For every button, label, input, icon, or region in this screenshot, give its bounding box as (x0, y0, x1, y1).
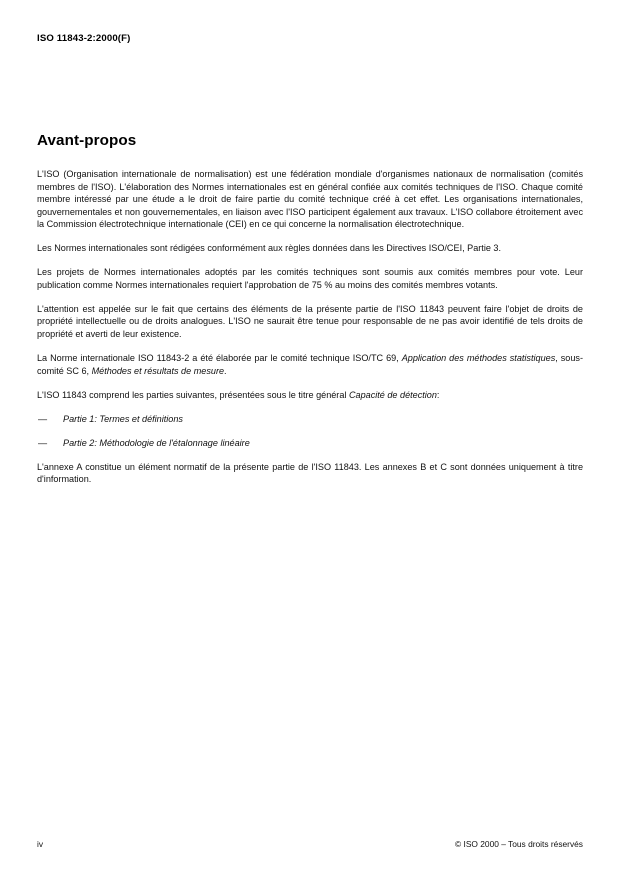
parts-list (37, 413, 583, 450)
paragraph-committee (37, 352, 583, 377)
parts-intro-lead: L'ISO 11843 comprend les parties suivantes, présentées sous le titre général (37, 389, 349, 400)
paragraph-voting: Les projets de Normes internationales adoptés par les comités techniques sont soumis aux comités membres pour vote. Leur publication comme Normes internationales requiert l'approbation de 75 % au moins des comités membres votants. (37, 267, 583, 290)
list-item (37, 413, 583, 426)
paragraph-patent-rights: L'attention est appelée sur le fait que certains des éléments de la présente partie de l'ISO 11843 peuvent faire l'objet de droits de propriété intellectuelle ou de droits analogues. L'ISO ne saurait être tenue pour responsable de ne pas avoir identifié de tels droits de propriété et averti de leur existence. (37, 303, 583, 339)
paragraph-annexes: L'annexe A constitue un élément normatif de la présente partie de l'ISO 11843. Les annexes B et C sont données uniquement à titre d'information. (37, 461, 583, 485)
page-footer (37, 838, 583, 852)
paragraph-parts-intro (37, 389, 583, 402)
subcommittee-title-methods: Méthodes et résultats de mesure (91, 365, 225, 376)
em-dash-icon: — (38, 413, 48, 424)
copyright-notice: © ISO 2000 – Tous droits réservés (455, 839, 583, 849)
list-item-label: Partie 2: Méthodologie de l'étalonnage linéaire (63, 437, 250, 448)
committee-text-mid: , sous-comité SC 6, (37, 353, 584, 376)
general-title-detection-capability: Capacité de détection (348, 389, 437, 400)
page-content (37, 132, 583, 486)
paragraph-iso-description: L'ISO (Organisation internationale de normalisation) est une fédération mondiale d'organismes nationaux de normalisation (comités membres de l'ISO). L'élaboration des Normes internationales est en général confiée aux comités techniques de l'ISO. Chaque comité membre intéressé par une étude a le droit de faire partie du comité technique créé à cet effet. Les organisations internationales, gouvernementales et non gouvernementales, en liaison avec l'ISO participent également aux travaux. L'ISO collabore étroitement avec la Commission électrotechnique internationale (CEI) en ce qui concerne la normalisation électrotechnique. (37, 169, 583, 230)
list-item (37, 437, 583, 450)
committee-title-statistics: Application des méthodes statistiques (401, 353, 556, 364)
list-item-label: Partie 1: Termes et définitions (63, 413, 183, 424)
paragraph-directives: Les Normes internationales sont rédigées conformément aux règles données dans les Directives ISO/CEI, Partie 3. (37, 243, 502, 254)
committee-text-tail: . (224, 365, 227, 376)
parts-intro-tail: : (436, 389, 440, 400)
page-number: iv (37, 839, 44, 849)
page-title: Avant-propos (37, 132, 137, 149)
committee-text-lead: La Norme internationale ISO 11843-2 a été élaborée par le comité technique ISO/TC 69, (37, 353, 402, 364)
running-header: ISO 11843-2:2000(F) (37, 33, 131, 44)
em-dash-icon: — (38, 437, 48, 448)
